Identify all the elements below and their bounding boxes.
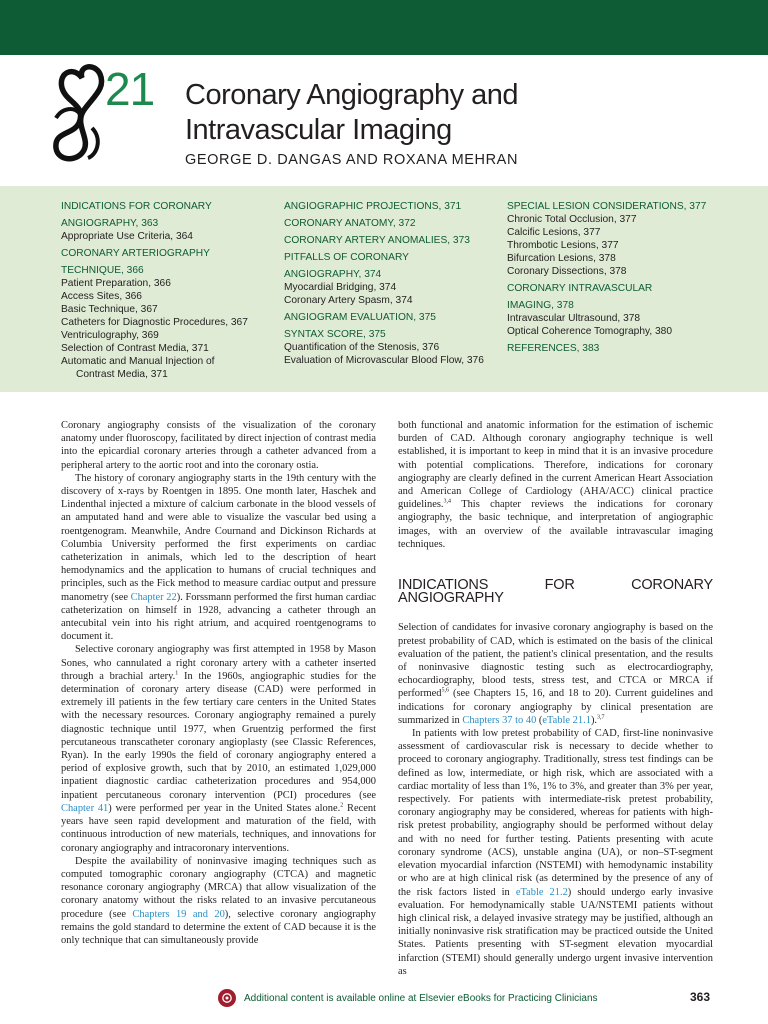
- toc-item: Calcific Lesions, 377: [507, 227, 601, 238]
- toc-heading: SYNTAX SCORE, 375: [284, 329, 386, 340]
- chapter-title-line-1: Coronary Angiography and: [185, 79, 519, 111]
- toc-item: Contrast Media, 371: [76, 369, 168, 380]
- toc-heading: CORONARY ARTERY ANOMALIES, 373: [284, 235, 470, 246]
- toc-item: Coronary Dissections, 378: [507, 266, 627, 277]
- toc-heading: ANGIOGRAPHY, 363: [61, 218, 159, 229]
- toc-item: Quantification of the Stenosis, 376: [284, 342, 440, 353]
- text-run: The history of coronary angiography starts in the 19th century with the discovery of x-rays by Roentgen in 1895. One month later, Haschek and Lindenthal injected a mixture of calcium carbonate in the blood vessels of an amputated hand and were able to visualize the vascular bed using a roentgenogram. Meanwhile, Andre Cournand and Dickinson Richards at Columbia University performed the first experiments on cardiac catheterization in animals, which led to the description of heart hemodynamics and the application to humans of crucial techniques and principles, such as the Fick method to measure cardiac output and pressure manometry (see: [61, 472, 376, 603]
- text-run: ) should undergo early invasive evaluation. For hemodynamically stable UA/NSTEMI patients without high clinical risk, a delayed invasive strategy may be justified, although an initially noninvasive risk stratification may be practiced outside the United States. Patients presenting with ST-segment elevation myocardial infarction (STEMI) should generally undergo urgent invasive intervention as: [398, 886, 713, 977]
- toc-heading: CORONARY ANATOMY, 372: [284, 218, 416, 229]
- citation-superscript: 3,4: [443, 498, 452, 505]
- section-heading: INDICATIONS FOR CORONARY ANGIOGRAPHY: [398, 577, 713, 607]
- toc-heading: CORONARY INTRAVASCULAR: [507, 283, 653, 294]
- citation-superscript: 5,6: [441, 687, 449, 694]
- toc-heading: CORONARY ARTERIOGRAPHY: [61, 248, 210, 259]
- text-run: Recent years have seen rapid development and maturation of the field, with continuous introduction of new materials, techniques, and innovations for coronary angiography and intracoronary interventions.: [61, 802, 376, 854]
- section-body: [398, 621, 713, 977]
- toc-heading: IMAGING, 378: [507, 300, 574, 311]
- text-run: ). Forssmann performed the first human cardiac catheterization on himself in 1928, advancing a catheter through an antecubital vein into his right atrium, and acquired roentgenograms to document it.: [61, 591, 376, 643]
- toc-item: Thrombotic Lesions, 377: [507, 240, 619, 251]
- text-run: In patients with low pretest probability of CAD, first-line noninvasive assessment of cardiovascular risk is necessary to decide whether to proceed to coronary angiography. Traditionally, stress test findings can be defined as low, intermediate, or high risk, which are associated with a cardiac mortality of less than 1%, 1% to 3%, and greater than 3% per year, respectively. For patients with intermediate-risk pretest probability, coronary angiography may be considered, whereas for patients with high-risk pretest probability, angiography should be performed without delay and with no need for further testing. Patients presenting with acute coronary syndrome (ACS), unstable angina (UA), or non–ST-segment elevation myocardial infarction (NSTEMI) with hemodynamic instability or who are at high clinical risk (as determined by the presence of any of the risk factors listed in: [398, 728, 713, 898]
- toc-column-3: [507, 200, 757, 355]
- toc-heading: ANGIOGRAM EVALUATION, 375: [284, 312, 436, 323]
- text-run: In the 1960s, angiographic studies for the determination of coronary artery disease (CAD) were performed in extremely ill patients in the few tertiary care centers in the United States with the necessary resources. Coronary angiography remained a purely diagnostic technique until 1977, when Gruentzig performed the first percutaneous transcatheter coronary angioplasty (see Classic References, Ryan). In the early 1990s the field of coronary angiography entered a period of explosive growth, such that by 2010, an estimated 1,029,000 inpatient diagnostic cardiac catheterization procedures and 954,000 inpatient percutaneous coronary intervention (PCI) procedures (see: [61, 670, 376, 801]
- toc-column-1: [61, 200, 276, 381]
- toc-item: Bifurcation Lesions, 378: [507, 253, 616, 264]
- chapter-logo-icon: [44, 58, 114, 168]
- text-run: Selective coronary angiography was first attempted in 1958 by Mason Sones, who cannulated a right coronary artery with a catheter inserted through a brachial artery.: [61, 644, 376, 682]
- toc-heading: SPECIAL LESION CONSIDERATIONS, 377: [507, 201, 707, 212]
- toc-item: Patient Preparation, 366: [61, 278, 171, 289]
- elsevier-ebook-icon: [218, 989, 236, 1007]
- text-run: (: [536, 714, 543, 726]
- cross-reference-link[interactable]: Chapter 22: [130, 591, 177, 603]
- text-run: both functional and anatomic information for the estimation of ischemic burden of CAD. Although coronary angiography technique is well established, it is important to keep in mind that it is an invasive procedure with potential complications. Therefore, indications for coronary angiography are clearly defined in the current American Heart Association and American College of Cardiology (AHA/ACC) clinical practice guidelines.: [398, 420, 713, 511]
- text-run: Coronary angiography consists of the visualization of the coronary anatomy under fluoroscopy, facilitated by direct injection of contrast media into the epicardial coronary arteries through a catheter advanced from a peripheral artery to the aortic root and into the coronary ostia.: [61, 420, 376, 471]
- toc-heading: PITFALLS OF CORONARY: [284, 252, 409, 263]
- toc-item: Ventriculography, 369: [61, 330, 159, 341]
- body-paragraph: [398, 419, 713, 551]
- toc-item: Myocardial Bridging, 374: [284, 282, 397, 293]
- text-run: This chapter reviews the indications for coronary angiography, the basic technique, and interpretation of angiographic images, with an overview of the available intravascular imaging techniques.: [398, 499, 713, 550]
- chapter-authors: GEORGE D. DANGAS AND ROXANA MEHRAN: [185, 152, 519, 168]
- body-column-left: [61, 419, 376, 947]
- body-paragraph: [61, 855, 376, 947]
- toc-item: Automatic and Manual Injection of: [61, 356, 215, 367]
- text-run: (see Chapters 15, 16, and 18 to 20). Current guidelines and indications for coronary angiography by clinical presentation are summarized in: [398, 688, 713, 726]
- text-run: Selection of candidates for invasive coronary angiography is based on the pretest probability of CAD, which is estimated on the basis of the clinical evaluation of the patient, the patient's clinical presentation, and the results of noninvasive diagnostic testing such as electrocardiography, echocardiography, blood tests, stress test, and CTCA or MRCA if performed: [398, 622, 713, 700]
- page-number: 363: [690, 990, 711, 1004]
- toc-item: Basic Technique, 367: [61, 304, 158, 315]
- intro-continuation: [398, 419, 713, 551]
- cross-reference-link[interactable]: Chapter 41: [61, 802, 109, 814]
- toc-item: Appropriate Use Criteria, 364: [61, 231, 193, 242]
- toc-item: Intravascular Ultrasound, 378: [507, 313, 641, 324]
- toc-heading: ANGIOGRAPHY, 374: [284, 269, 382, 280]
- citation-superscript: 2: [340, 802, 344, 809]
- body-paragraph: [61, 643, 376, 854]
- cross-reference-link[interactable]: Chapters 19 and 20: [132, 908, 225, 920]
- toc-item: Catheters for Diagnostic Procedures, 367: [61, 317, 248, 328]
- toc-item: Coronary Artery Spasm, 374: [284, 295, 413, 306]
- online-content-text: Additional content is available online at Elsevier eBooks for Practicing Clinicians: [244, 992, 598, 1004]
- toc-column-2: [284, 200, 499, 367]
- text-run: ).: [590, 714, 598, 726]
- toc-heading: REFERENCES, 383: [507, 343, 600, 354]
- toc-heading: TECHNIQUE, 366: [61, 265, 144, 276]
- citation-superscript: 1: [175, 670, 179, 677]
- cross-reference-link[interactable]: Chapters 37 to 40: [462, 714, 537, 726]
- toc-heading: ANGIOGRAPHIC PROJECTIONS, 371: [284, 201, 462, 212]
- chapter-title-line-2: Intravascular Imaging: [185, 114, 452, 146]
- citation-superscript: 3,7: [597, 714, 605, 721]
- toc-item: Selection of Contrast Media, 371: [61, 343, 209, 354]
- toc-heading: INDICATIONS FOR CORONARY: [61, 201, 212, 212]
- chapter-number: 21: [105, 63, 155, 115]
- text-run: ) were performed per year in the United States alone.: [108, 802, 341, 814]
- toc-item: Evaluation of Microvascular Blood Flow, 376: [284, 355, 484, 366]
- online-content-note: [218, 988, 598, 1008]
- text-run: ), selective coronary angiography remains the gold standard to determine the extent of CAD because it is the only technique that can simultaneously provide: [61, 908, 376, 946]
- toc-item: Access Sites, 366: [61, 291, 142, 302]
- cross-reference-link[interactable]: eTable 21.2: [515, 886, 568, 898]
- body-paragraph: [398, 727, 713, 978]
- cross-reference-link[interactable]: eTable 21.1: [542, 714, 591, 726]
- chapter-title: [185, 78, 518, 148]
- header-bar: [0, 0, 768, 55]
- text-run: Despite the availability of noninvasive imaging techniques such as computed tomographic coronary angiography (CTCA) and magnetic resonance coronary angiography (MRCA) that allow visualization of the coronary anatomy without the risks related to an invasive percutaneous procedure (see: [61, 855, 376, 920]
- body-column-right: [398, 419, 713, 978]
- body-paragraph: [398, 621, 713, 727]
- body-paragraph: [61, 419, 376, 472]
- table-of-contents: [0, 186, 768, 392]
- toc-item: Optical Coherence Tomography, 380: [507, 326, 672, 337]
- toc-item: Chronic Total Occlusion, 377: [507, 214, 637, 225]
- body-paragraph: [61, 472, 376, 644]
